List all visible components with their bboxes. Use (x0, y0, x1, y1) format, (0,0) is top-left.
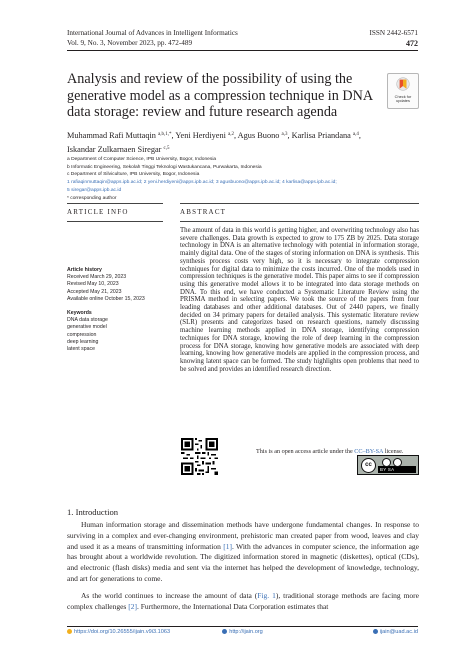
keywords-heading: Keywords (67, 310, 92, 317)
author-affil: a,3 (281, 132, 288, 137)
abstract-text: The amount of data in this world is getting higher, and overwriting technology also has severe challenges. Data growth is expected to grow to 175 ZB by 2025. Data storage technology in DNA is an alternative technology with potential in information storage, mainly digital data. One of the stages of storing information on DNA is synthesis. This synthesis process costs very high, so it is necessary to integrate compression techniques for digital data to minimize the costs incurred. One of the models used in compression techniques is the generative model. This paper aims to see if compression using this generative model allows it to be integrated into data storage methods on DNA. To this end, we have conducted a Systematic Literature Review using the PRISMA method in selecting papers. We took the source of the papers from four leading databases and other additional databases. Out of 2440 papers, we finally decided on 34 primary papers for detailed analysis. This systematic literature review (SLR) presents and categorizes based on research questions, namely discussing machine learning methods applied in DNA storage, identifying compression techniques for DNA storage, knowing the role of deep learning in the compression process for DNA storage, knowing how generative models are associated with deep learning, knowing how generative models are applied in the compression process, and knowing latent space can be formed. The study highlights open problems that need to be solved and provides an identified research direction. (180, 227, 419, 373)
author-affil: c,5 (163, 145, 170, 151)
author-name: Agus Buono (237, 131, 280, 140)
keyword: compression (67, 331, 97, 338)
author-name: Muhammad Rafi Muttaqin (67, 131, 156, 140)
keyword: deep learning (67, 338, 99, 345)
keyword: generative model (67, 324, 107, 331)
corresponding-note: * corresponding author (67, 195, 117, 201)
journal-name: International Journal of Advances in Intelligent Informatics (67, 29, 238, 37)
intro-paragraph-2 (67, 591, 419, 613)
article-history-heading: Article history (67, 267, 102, 273)
article-info-divider (67, 221, 163, 222)
article-title: Analysis and review of the possibility of using the generative model as a compression technique in DNA data storage: review and future research agenda (67, 71, 373, 121)
author-email[interactable]: 5 siregar@apps.ipb.ac.id (67, 187, 122, 193)
license-badge-label: BY SA (380, 467, 395, 472)
article-info-heading: ARTICLE INFO (67, 208, 129, 216)
open-access-note (256, 448, 403, 455)
author-emails[interactable]: 1 rafiaqinmuttaqin@apps.ipb.ac.id; 2 yeni.herdiyeni@apps.ipb.ac.id; 3 agusbuono@apps.ipb.ac.id; 4 karlisa@apps.ipb.ac.id; (67, 180, 337, 186)
article-info-panel (67, 267, 163, 353)
bookmark-icon (396, 77, 410, 94)
author-affil: a,4 (352, 132, 359, 137)
page-number: 472 (406, 38, 418, 48)
doi-text: https://doi.org/10.26555/ijain.v9i3.1063 (74, 629, 171, 635)
globe-icon (222, 629, 227, 634)
affiliation-line: b Informatic Engineering, Sekolah Tinggi Teknologi Wastukancana, Purwakarta, Indonesia (67, 164, 262, 170)
qr-code-icon[interactable] (181, 438, 218, 475)
email-text: ijain@uad.ac.id (379, 629, 418, 635)
keyword: DNA data storage (67, 317, 108, 324)
paragraph-text: Human information storage and dissemination methods have undergone fundamental changes. In response to surviving in a complex and ever-changing environment, prehistoric man created paper from wood, leaves and clay and used it as a means of transmitting information (67, 520, 419, 551)
footer-divider (67, 626, 418, 627)
affiliation-line: a Department of Computer Science, IPB University, Bogor, Indonesia (67, 157, 217, 162)
open-access-prefix: This is an open access article under the (256, 448, 353, 455)
author-affil: a,2 (227, 132, 234, 137)
history-revised: Revised May 10, 2023 (67, 281, 119, 288)
website-text: http://ijain.org (229, 629, 263, 635)
abstract-heading: ABSTRACT (180, 208, 227, 216)
article-info-top-rule (67, 203, 163, 204)
history-received: Received March 29, 2023 (67, 274, 127, 281)
creative-commons-icon: cc (361, 458, 376, 473)
figure-link[interactable]: Fig. 1 (257, 591, 276, 600)
keyword: latent space (67, 346, 95, 353)
issn-header (369, 29, 418, 48)
author-list: Muhammad Rafi Muttaqin $^{a,b,1,*}$, Yeni Herdiyeni $^{a,2}$, Agus Buono $^{a,3}$, Karlisa Priandana $^{a,4}$, Iskandar Zulkarnaen Siregar $^{c,5}$ (67, 131, 361, 154)
introduction-heading: 1. Introduction (67, 507, 119, 517)
check-for-updates-button[interactable] (387, 73, 419, 109)
abstract-divider (180, 221, 419, 222)
history-accepted: Accepted May 21, 2023 (67, 288, 122, 295)
affiliation-line: c Department of Silviculture, IPB University, Bogor, Indonesia (67, 172, 200, 178)
paragraph-text: . Furthermore, the International Data Corporation estimates that (136, 601, 329, 611)
paragraph-text: As the world continues to increase the amount of data ( (81, 591, 258, 600)
email-link[interactable] (373, 629, 418, 635)
paragraph-text: ), traditional storage methods are facing more complex challenges (67, 591, 419, 611)
citation-link[interactable]: [1] (223, 541, 232, 551)
open-access-suffix: license. (384, 448, 404, 455)
author-name: Iskandar Zulkarnaen Siregar (67, 144, 162, 154)
author-name: Karlisa Priandana (291, 131, 351, 140)
affiliations (67, 156, 337, 202)
author-name: Yeni Herdiyeni (175, 131, 226, 140)
paragraph-text: . With the advances in computer science, the information age has brought about a worldwide revolution. The digitized information stored in magnetic (diskettes), optical (CDs), and electronic (flash disks) media and sent via the internet has helped the development of knowledge, technology, and art for generations to come. (67, 541, 419, 583)
abstract-top-rule (180, 203, 419, 204)
mail-icon (373, 629, 378, 634)
website-link[interactable] (67, 629, 418, 635)
cc-by-sa-badge[interactable] (357, 455, 419, 475)
check-for-updates-label: Check for updates (394, 94, 412, 104)
intro-paragraph-1 (67, 520, 419, 585)
history-online: Available online October 15, 2023 (67, 295, 145, 302)
issn: ISSN 2442-6571 (369, 29, 418, 37)
journal-header (67, 29, 238, 48)
citation-link[interactable]: [2] (128, 601, 137, 611)
license-link[interactable]: CC–BY-SA (354, 448, 384, 455)
volume-info: Vol. 9, No. 3, November 2023, pp. 472-489 (67, 38, 193, 47)
author-affil: a,b,1,* (158, 132, 172, 137)
header-divider (67, 50, 418, 51)
